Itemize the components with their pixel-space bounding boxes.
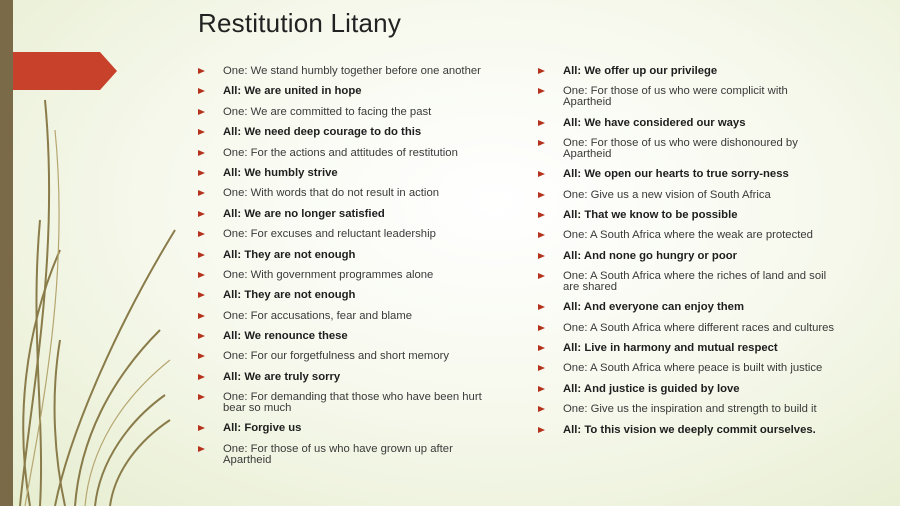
- bullet-arrow-icon: [538, 88, 545, 94]
- litany-text: All: We are truly sorry: [223, 370, 341, 383]
- litany-text: One: For accusations, fear and blame: [223, 309, 413, 322]
- litany-line-one: [198, 444, 498, 466]
- litany-text: All: And everyone can enjoy them: [563, 301, 745, 314]
- bullet-arrow-icon: [198, 374, 205, 380]
- litany-text: One: Give us the inspiration and strength to build it: [563, 403, 817, 416]
- litany-response-all: [538, 169, 838, 180]
- litany-text: All: And justice is guided by love: [563, 382, 740, 395]
- litany-text: One: With government programmes alone: [223, 268, 434, 281]
- litany-response-all: [198, 86, 498, 97]
- litany-line-one: [198, 229, 498, 240]
- bullet-arrow-icon: [198, 190, 205, 196]
- litany-text: One: A South Africa where different races and cultures: [563, 321, 835, 334]
- bullet-arrow-icon: [198, 333, 205, 339]
- litany-text: One: For those of us who were dishonoured by Apartheid: [563, 136, 798, 160]
- bullet-arrow-icon: [198, 394, 205, 400]
- litany-text: All: We are no longer satisfied: [223, 207, 385, 220]
- litany-text: One: For our forgetfulness and short memory: [223, 350, 450, 363]
- bullet-arrow-icon: [538, 386, 545, 392]
- litany-text: One: We stand humbly together before one another: [223, 65, 481, 77]
- litany-line-one: [538, 190, 838, 201]
- litany-response-all: [538, 302, 838, 313]
- litany-line-one: [538, 271, 838, 293]
- litany-line-one: [198, 107, 498, 118]
- litany-response-all: [538, 66, 838, 77]
- decorative-grass-lines: [0, 0, 200, 506]
- litany-response-all: [538, 251, 838, 262]
- bullet-arrow-icon: [538, 365, 545, 371]
- litany-text: All: We need deep courage to do this: [223, 126, 422, 139]
- bullet-arrow-icon: [538, 427, 545, 433]
- bullet-arrow-icon: [198, 88, 205, 94]
- litany-line-one: [538, 86, 838, 108]
- litany-line-one: [198, 270, 498, 281]
- bullet-arrow-icon: [538, 171, 545, 177]
- bullet-arrow-icon: [538, 253, 545, 259]
- litany-text: One: For those of us who were complicit with Apartheid: [563, 85, 788, 109]
- litany-response-all: [198, 209, 498, 220]
- litany-line-one: [538, 138, 838, 160]
- litany-line-one: [538, 230, 838, 241]
- litany-text: All: We open our hearts to true sorry-ness: [563, 168, 789, 181]
- litany-text: All: We humbly strive: [223, 166, 338, 179]
- litany-text: One: For the actions and attitudes of restitution: [223, 146, 458, 159]
- litany-left-column: [198, 66, 498, 475]
- litany-text: One: For those of us who have grown up after Apartheid: [223, 442, 453, 466]
- litany-line-one: [538, 404, 838, 415]
- bullet-arrow-icon: [198, 446, 205, 452]
- litany-text: All: They are not enough: [223, 289, 356, 302]
- litany-text: All: We are united in hope: [223, 85, 362, 98]
- litany-line-one: [538, 363, 838, 374]
- litany-response-all: [198, 372, 498, 383]
- bullet-arrow-icon: [198, 292, 205, 298]
- bullet-arrow-icon: [198, 150, 205, 156]
- bullet-arrow-icon: [198, 68, 205, 74]
- bullet-arrow-icon: [198, 313, 205, 319]
- litany-text: All: And none go hungry or poor: [563, 249, 738, 262]
- litany-line-one: [198, 392, 498, 414]
- litany-text: One: For demanding that those who have been hurt bear so much: [223, 391, 482, 415]
- litany-text: One: A South Africa where peace is built with justice: [563, 362, 823, 375]
- bullet-arrow-icon: [538, 304, 545, 310]
- bullet-arrow-icon: [538, 406, 545, 412]
- bullet-arrow-icon: [198, 109, 205, 115]
- litany-text: One: With words that do not result in action: [223, 187, 440, 200]
- litany-response-all: [198, 127, 498, 138]
- bullet-arrow-icon: [198, 231, 205, 237]
- bullet-arrow-icon: [198, 252, 205, 258]
- litany-response-all: [538, 118, 838, 129]
- bullet-arrow-icon: [198, 425, 205, 431]
- bullet-arrow-icon: [198, 353, 205, 359]
- bullet-arrow-icon: [538, 273, 545, 279]
- litany-right-column: [538, 66, 838, 445]
- litany-text: All: Live in harmony and mutual respect: [563, 342, 778, 355]
- litany-response-all: [538, 343, 838, 354]
- litany-response-all: [198, 331, 498, 342]
- litany-line-one: [538, 323, 838, 334]
- litany-response-all: [198, 423, 498, 434]
- bullet-arrow-icon: [198, 129, 205, 135]
- slide-title: Restitution Litany: [198, 8, 402, 38]
- litany-line-one: [198, 148, 498, 159]
- litany-response-all: [198, 290, 498, 301]
- litany-response-all: [538, 384, 838, 395]
- bullet-arrow-icon: [538, 212, 545, 218]
- bullet-arrow-icon: [538, 325, 545, 331]
- litany-line-one: [198, 188, 498, 199]
- bullet-arrow-icon: [538, 232, 545, 238]
- litany-text: All: Forgive us: [223, 422, 302, 435]
- bullet-arrow-icon: [538, 345, 545, 351]
- bullet-arrow-icon: [538, 120, 545, 126]
- bullet-arrow-icon: [198, 272, 205, 278]
- litany-line-one: [198, 351, 498, 362]
- litany-text: All: We have considered our ways: [563, 116, 746, 129]
- bullet-arrow-icon: [538, 192, 545, 198]
- litany-line-one: [198, 311, 498, 322]
- litany-text: One: Give us a new vision of South Africa: [563, 188, 771, 201]
- litany-text: All: To this vision we deeply commit ourselves.: [563, 423, 816, 436]
- litany-response-all: [538, 425, 838, 436]
- bullet-arrow-icon: [198, 211, 205, 217]
- litany-text: One: A South Africa where the weak are protected: [563, 229, 813, 242]
- litany-text: One: We are committed to facing the past: [223, 105, 432, 118]
- litany-text: All: That we know to be possible: [563, 208, 738, 221]
- bullet-arrow-icon: [538, 68, 545, 74]
- litany-text: One: For excuses and reluctant leadership: [223, 228, 436, 241]
- litany-response-all: [538, 210, 838, 221]
- litany-text: All: We renounce these: [223, 330, 348, 343]
- litany-text: All: They are not enough: [223, 248, 356, 261]
- litany-line-one: [198, 66, 498, 77]
- bullet-arrow-icon: [538, 140, 545, 146]
- litany-text: All: We offer up our privilege: [563, 65, 718, 77]
- litany-response-all: [198, 250, 498, 261]
- red-arrow-tab: [13, 52, 117, 90]
- litany-text: One: A South Africa where the riches of land and soil are shared: [563, 270, 827, 293]
- litany-response-all: [198, 168, 498, 179]
- bullet-arrow-icon: [198, 170, 205, 176]
